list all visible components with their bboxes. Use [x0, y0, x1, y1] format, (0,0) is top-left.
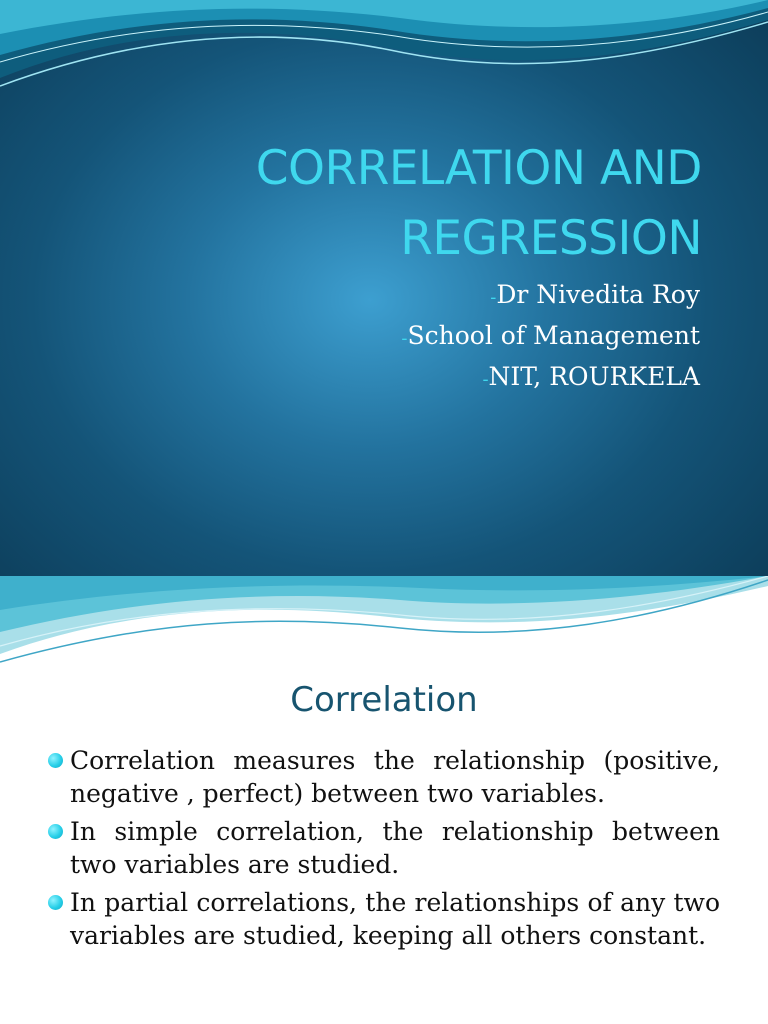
bullet-dot-icon	[48, 895, 63, 910]
content-slide	[0, 576, 768, 1024]
title-line-2: REGRESSION	[400, 211, 702, 266]
list-item	[48, 886, 720, 952]
list-item	[48, 744, 720, 810]
slide-subtitle	[140, 276, 700, 399]
bullet-dot-icon	[48, 824, 63, 839]
slide-title	[62, 134, 702, 274]
top-wave-decoration	[0, 0, 768, 100]
subtitle-text: School of Management	[407, 321, 700, 350]
subtitle-line-school	[140, 317, 700, 358]
slide-title: Correlation	[290, 680, 478, 720]
subtitle-dash: -	[401, 328, 408, 349]
subtitle-text: Dr Nivedita Roy	[496, 280, 700, 309]
subtitle-line-author	[140, 276, 700, 317]
subtitle-dash: -	[490, 287, 497, 308]
subtitle-line-institute	[140, 358, 700, 399]
bullet-text: Correlation measures the relationship (positive, negative , perfect) between two variables.	[70, 746, 720, 808]
subtitle-dash: -	[482, 369, 489, 390]
slide2-wave-decoration	[0, 576, 768, 668]
subtitle-text: NIT, ROURKELA	[488, 362, 700, 391]
bullet-text: In partial correlations, the relationships of any two variables are studied, keeping all others constant.	[70, 888, 720, 950]
bullet-list	[48, 744, 720, 957]
bullet-dot-icon	[48, 753, 63, 768]
title-line-1: CORRELATION AND	[255, 141, 702, 196]
list-item	[48, 815, 720, 881]
bullet-text: In simple correlation, the relationship between two variables are studied.	[70, 817, 720, 879]
